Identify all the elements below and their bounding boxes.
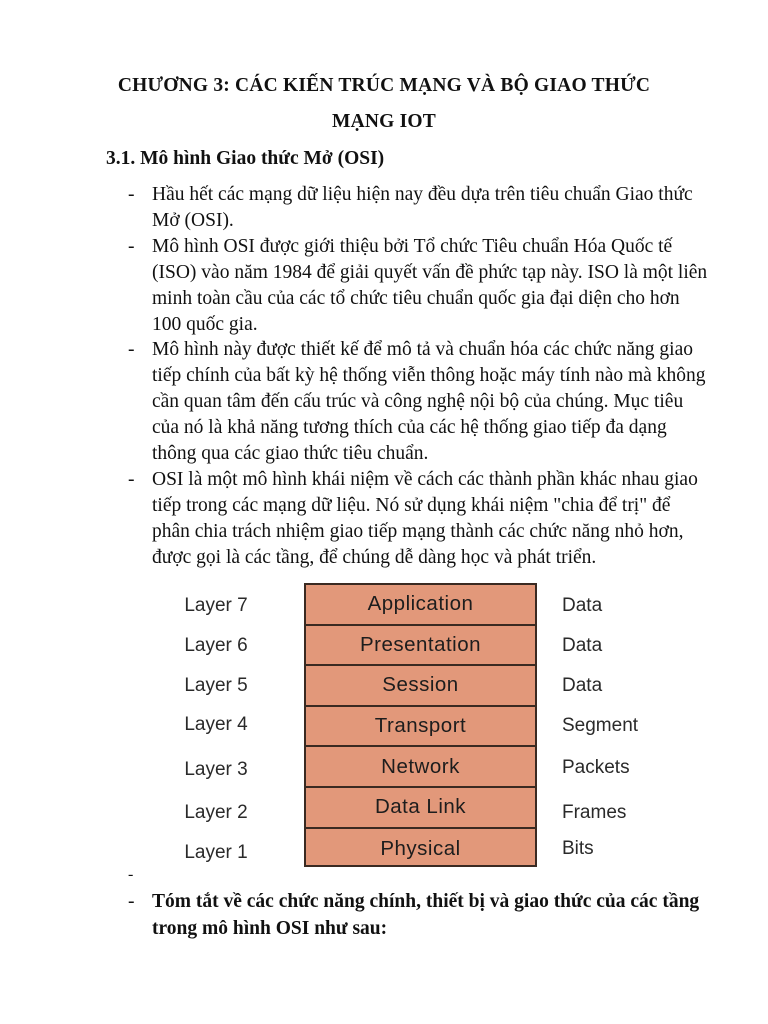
bullet-list — [0, 182, 768, 571]
osi-layer-transport: Transport — [306, 707, 535, 748]
bullet-marker: - — [128, 235, 135, 257]
osi-layer-number: Layer 7 — [184, 595, 248, 616]
bullet-marker: - — [128, 339, 135, 361]
osi-layer-session: Session — [306, 666, 535, 707]
osi-model-figure — [160, 582, 680, 872]
bullet-text: OSI là một mô hình khái niệm về cách các thành phần khác nhau giao tiếp trong các mạng dữ liệu. Nó sử dụng khái niệm "chia để trị" để phân chia trách nhiệm giao tiếp mạng thành các chức năng nhỏ hơn, được gọi là các tầng, để chúng dễ dàng học và phát triển. — [152, 468, 698, 568]
osi-data-unit: Data — [562, 595, 603, 616]
chapter-title-line-2: MẠNG IOT — [332, 111, 436, 132]
bullet-item — [0, 182, 768, 234]
osi-layer-stack — [304, 583, 537, 867]
chapter-title-line-1: CHƯƠNG 3: CÁC KIẾN TRÚC MẠNG VÀ BỘ GIAO THỨC — [117, 75, 651, 96]
bullet-text: Mô hình này được thiết kế để mô tả và chuẩn hóa các chức năng giao tiếp chính của bất kỳ hệ thống viễn thông hoặc máy tính nào mà không cần quan tâm đến cấu trúc và công nghệ nội bộ của chúng. Mục tiêu của nó là khả năng tương thích của các hệ thống giao tiếp đa dạng thông qua các giao thức tiêu chuẩn. — [152, 339, 706, 465]
osi-layer-presentation: Presentation — [306, 626, 535, 667]
osi-layer-number: Layer 1 — [184, 842, 248, 863]
osi-layer-physical: Physical — [380, 836, 461, 860]
osi-layer-application: Application — [306, 585, 535, 626]
empty-bullet-marker: - — [128, 866, 134, 883]
bullet-item — [0, 467, 768, 571]
osi-data-unit: Data — [562, 635, 603, 656]
bullet-marker: - — [128, 184, 135, 205]
bullet-text: Hầu hết các mạng dữ liệu hiện nay đều dựa trên tiêu chuẩn Giao thức Mở (OSI). — [152, 184, 693, 231]
bullet-marker: - — [128, 891, 135, 912]
bullet-item — [0, 337, 768, 467]
section-heading: 3.1. Mô hình Giao thức Mở (OSI) — [106, 148, 385, 169]
summary-bullet — [0, 888, 768, 942]
bullet-item — [0, 234, 768, 338]
osi-layer-number: Layer 4 — [184, 714, 248, 735]
bullet-marker: - — [128, 468, 135, 490]
osi-layer-number: Layer 5 — [184, 675, 248, 696]
bullet-text: Mô hình OSI được giới thiệu bởi Tổ chức Tiêu chuẩn Hóa Quốc tế (ISO) vào năm 1984 để giải quyết vấn đề phức tạp này. ISO là một liên minh toàn cầu của các tổ chức tiêu chuẩn quốc gia đại diện cho hơn 100 quốc gia. — [152, 235, 708, 335]
osi-layer-number: Layer 2 — [184, 802, 248, 823]
osi-layer-network: Network — [306, 747, 535, 788]
osi-data-unit: Packets — [562, 757, 630, 778]
osi-data-unit: Bits — [562, 838, 594, 859]
osi-layer-data-link: Data Link — [306, 788, 535, 829]
osi-data-unit: Segment — [562, 715, 639, 736]
osi-layer-number: Layer 6 — [184, 635, 248, 656]
osi-layer-number: Layer 3 — [184, 759, 248, 780]
osi-data-unit: Frames — [562, 802, 627, 823]
summary-text: Tóm tắt về các chức năng chính, thiết bị và giao thức của các tầng trong mô hình OSI như sau: — [152, 891, 700, 939]
osi-data-unit: Data — [562, 675, 603, 696]
